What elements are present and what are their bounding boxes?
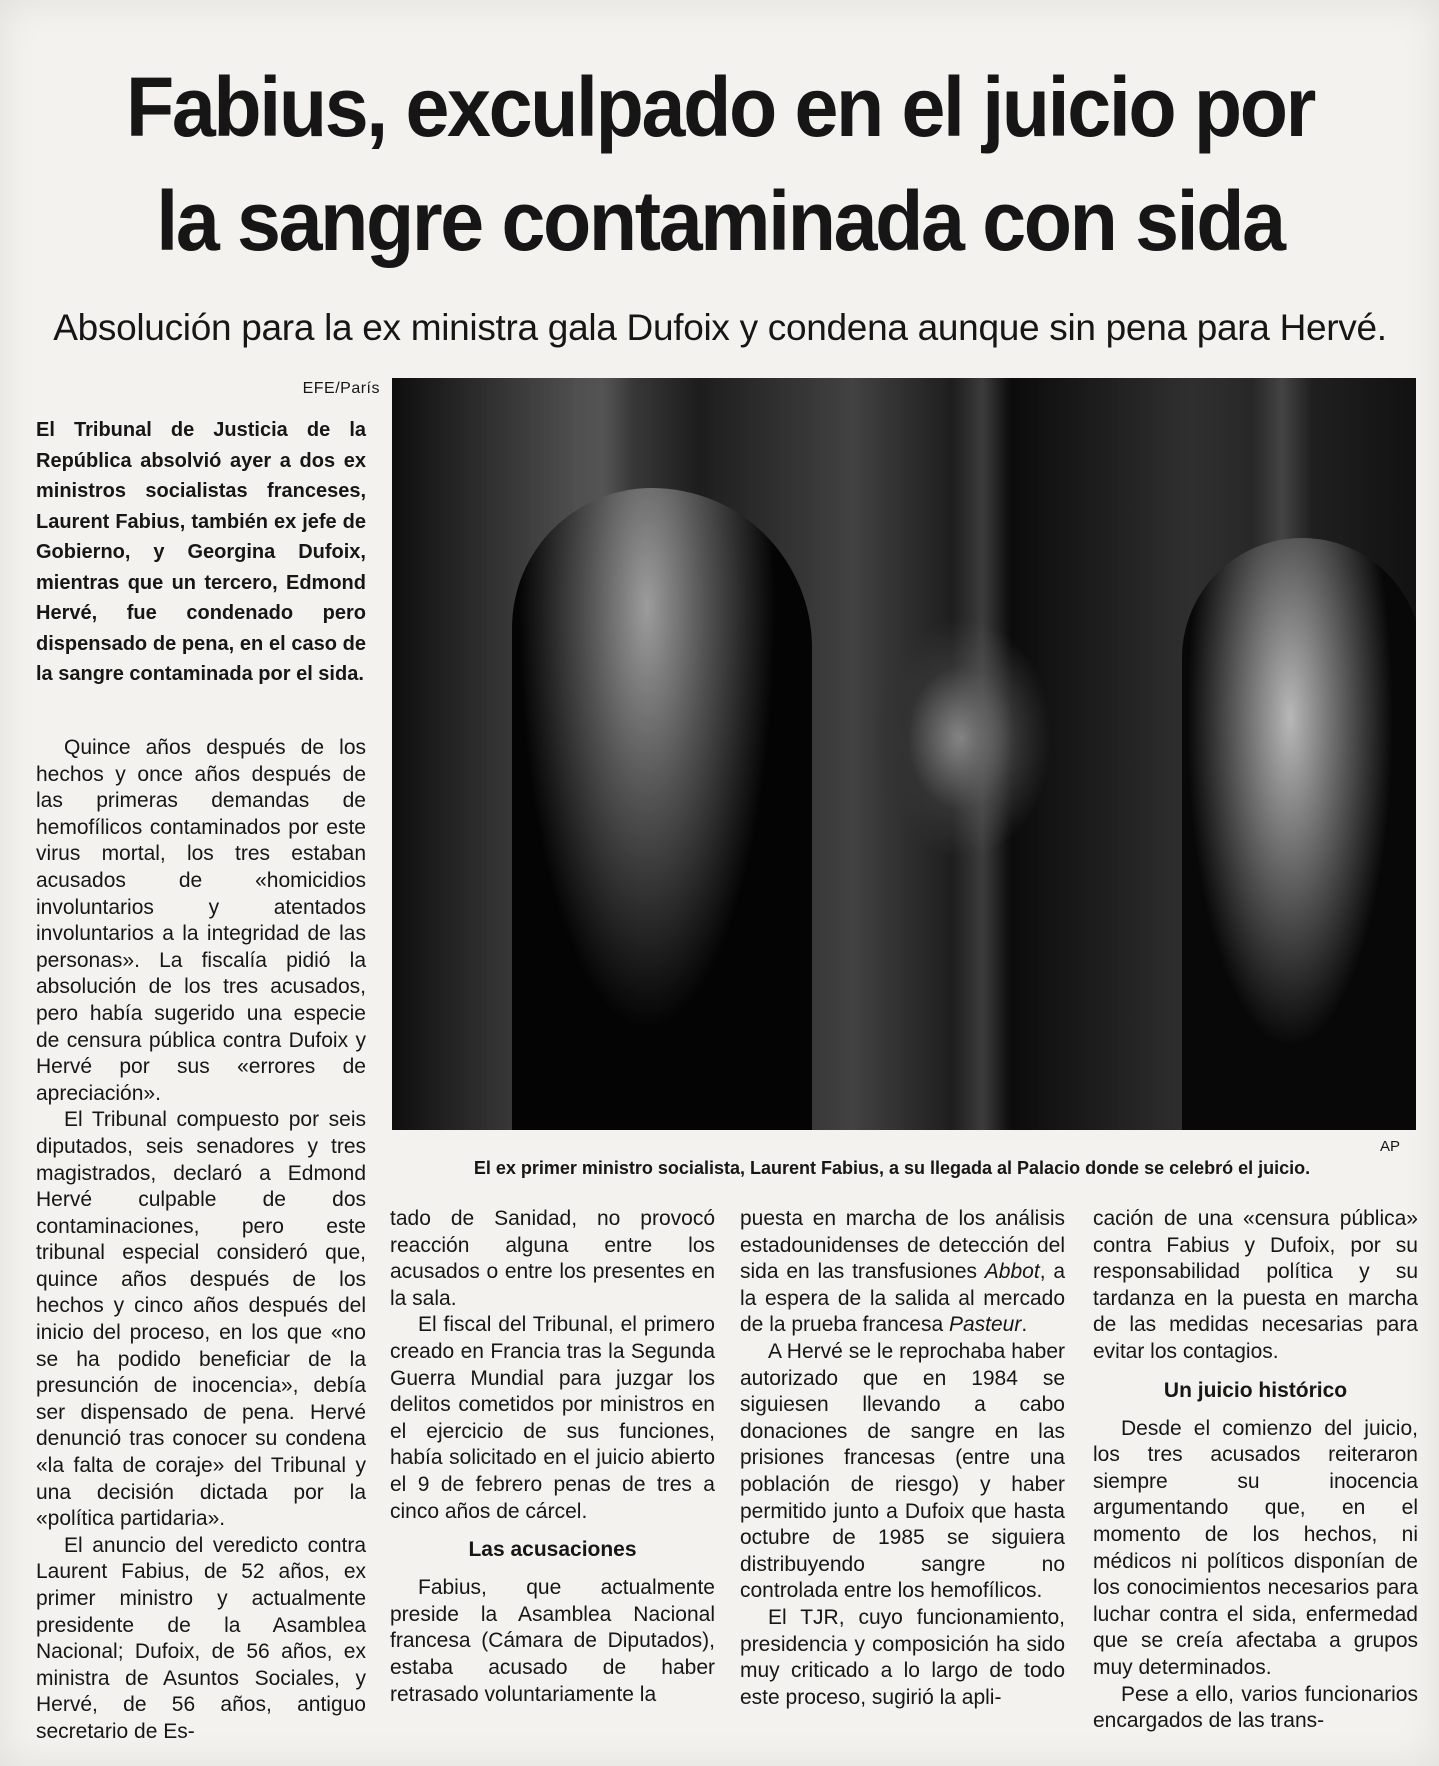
article-column-2	[390, 1206, 715, 1708]
article-column-3	[740, 1206, 1065, 1711]
article-column-4	[1093, 1206, 1418, 1735]
body-paragraph: El Tribunal compuesto por seis diputados, seis senadores y tres magistrados, declaró a Edmond Hervé culpable de dos contaminaciones, pero este tribunal especial consideró que, quince años después de los hechos y cinco años después del inicio del proceso, en los que «no se ha podido beneficiar de la presunción de inocencia», debía ser dispensado de pena. Hervé denunció tras conocer su condena «la falta de coraje» del Tribunal y una decisión dictada por la «política partidaria».	[36, 1108, 366, 1531]
section-subhead: Un juicio histórico	[1163, 1378, 1348, 1402]
body-paragraph: A Hervé se le reprochaba haber autorizado que en 1984 se siguiesen llevando a cabo donaciones de sangre en las prisiones francesas (entre una población de riesgo) y haber permitido junto a Dufoix que hasta octubre de 1985 se siguiera distribuyendo sangre no controlada entre los hemofílicos.	[740, 1339, 1065, 1603]
italic-term: Pasteur	[948, 1313, 1022, 1337]
headline-line-2: la sangre contaminada con sida	[156, 174, 1284, 268]
photo-figure-fabius	[512, 488, 812, 1130]
body-paragraph: Fabius, que actualmente preside la Asamblea Nacional francesa (Cámara de Diputados), estaba acusado de haber retrasado voluntariamente la	[390, 1576, 715, 1706]
headline-line-1: Fabius, exculpado en el juicio por	[125, 60, 1315, 154]
body-paragraph	[740, 1206, 1065, 1339]
body-paragraph: tado de Sanidad, no provocó reacción alguna entre los acusados o entre los presentes en la sala.	[390, 1207, 715, 1310]
body-paragraph: El fiscal del Tribunal, el primero creado en Francia tras la Segunda Guerra Mundial para juzgar los delitos cometidos por ministros en el ejercicio de sus funciones, había solicitado en el juicio abierto el 9 de febrero penas de tres a cinco años de cárcel.	[390, 1313, 715, 1523]
body-paragraph: cación de una «censura pública» contra Fabius y Dufoix, por su responsabilidad política y su tardanza en la puesta en marcha de las medidas necesarias para evitar los contagios.	[1093, 1207, 1418, 1363]
agency-byline: EFE/París	[302, 380, 380, 397]
body-paragraph: Pese a ello, varios funcionarios encargados de las trans-	[1093, 1682, 1418, 1733]
body-paragraph: Desde el comienzo del juicio, los tres acusados reiteraron siempre su inocencia argumentando que, en el momento de los hechos, ni médicos ni políticos disponían de los conocimientos necesarios para luchar contra el sida, enfermedad que se creía afectaba a grupos muy determinados.	[1093, 1416, 1418, 1679]
photo-credit: AP	[1380, 1138, 1401, 1155]
text-run: .	[1021, 1313, 1028, 1337]
text-run: , a la espera de la salida al mercado de la prueba francesa	[740, 1260, 1065, 1337]
body-paragraph: El anuncio del veredicto contra Laurent Fabius, de 52 años, ex primer ministro y actualmente presidente de la Asamblea Nacional; Dufoix, de 56 años, ex ministra de Asuntos Sociales, y Hervé, de 56 años, antiguo secretario de Es-	[36, 1533, 366, 1743]
news-photo	[392, 378, 1416, 1130]
body-paragraph: El TJR, cuyo funcionamiento, presidencia y composición ha sido muy criticado a lo largo de todo este proceso, sugirió la apli-	[740, 1605, 1065, 1709]
photo-background-column	[952, 378, 1012, 1130]
body-paragraph: Quince años después de los hechos y once años después de las primeras demandas de hemofílicos contaminados por este virus mortal, los tres estaban acusados de «homicidios involuntarios y atentados involuntarios a la integridad de las personas». La fiscalía pidió la absolución de los tres acusados, pero había sugerido una especie de censura pública contra Dufoix y Hervé por sus «errores de apreciación».	[36, 736, 366, 1105]
italic-term: Abbot	[984, 1260, 1040, 1284]
section-subhead: Las acusaciones	[468, 1538, 637, 1562]
photo-caption: El ex primer ministro socialista, Laurent Fabius, a su llegada al Palacio donde se celebró el juicio.	[473, 1158, 1311, 1178]
article-column-1	[36, 735, 366, 1746]
text-run: puesta en marcha de los análisis estadounidenses de detección del sida en las transfusiones	[740, 1207, 1065, 1284]
subheadline: Absolución para la ex ministra gala Dufoix y condena aunque sin pena para Hervé.	[53, 307, 1387, 348]
headline	[71, 50, 1368, 278]
photo-figure-guard	[1182, 538, 1416, 1130]
lead-paragraph: El Tribunal de Justicia de la República absolvió ayer a dos ex ministros socialistas franceses, Laurent Fabius, también ex jefe de Gobierno, y Georgina Dufoix, mientras que un tercero, Edmond Hervé, fue condenado pero dispensado de pena, en el caso de la sangre contaminada por el sida.	[36, 419, 366, 685]
